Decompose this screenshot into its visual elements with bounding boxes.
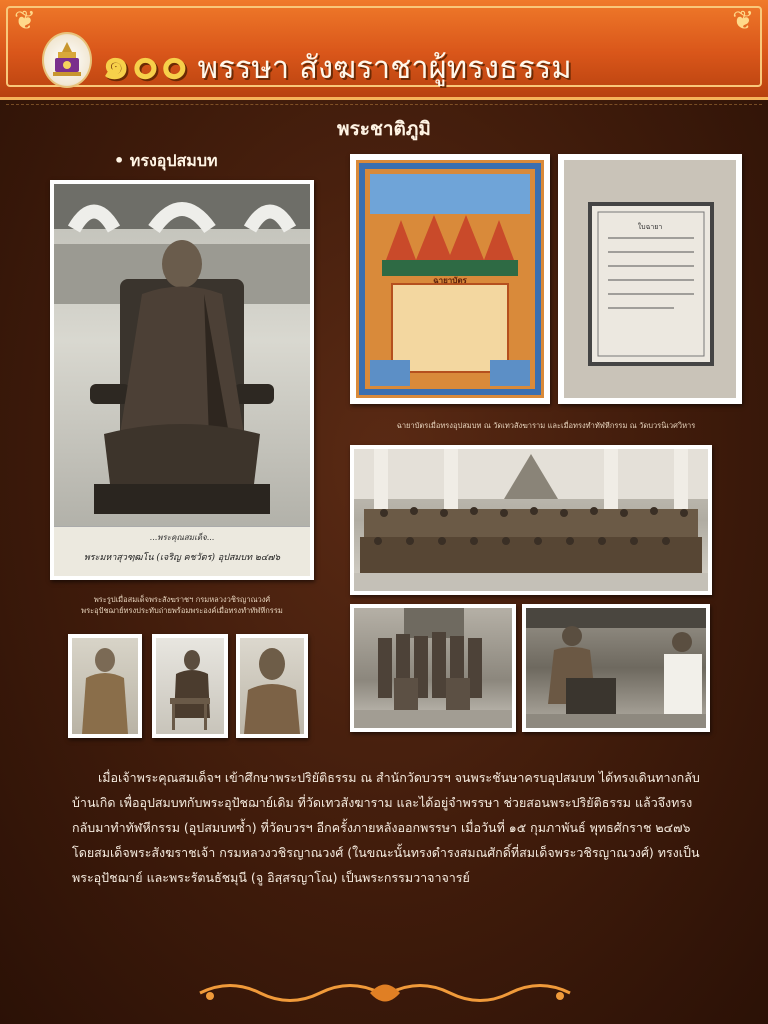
caption-line: พระรูปเมื่อสมเด็จพระสังฆราชฯ กรมหลวงวชิรญาณวงศ์ — [93, 595, 271, 604]
body-text: เมื่อเจ้าพระคุณสมเด็จฯ เข้าศึกษาพระปริยัติธรรม ณ สำนักวัดบวรฯ จนพระชันษาครบอุปสมบท ได้ทรงเดินทางกลับบ้านเกิด เพื่ออุปสมบทกับพระอุปัชฌาย์เดิม ที่วัดเทวสังฆาราม และได้อยู่จำพรรษา ช่วยสอนพระปริยัติธรรม แล้วจึงทรงกลับมาทำทัฬหีกรรม (อุปสมบทซ้ำ) ที่วัดบวรฯ อีกครั้งภายหลังออกพรรษา เมื่อวันที่ ๑๕ กุมภาพันธ์ พุทธศักราช ๒๔๗๖ โดยสมเด็จพระสังฆราชเจ้า กรมหลวงวชิรญาณวงศ์ (ในขณะนั้นทรงดำรงสมณศักดิ์ที่สมเด็จพระวชิรญาณวงศ์) ทรงเป็นพระอุปัชฌาย์ และพระรัตนธัชมุนี (จู อิสฺสรญาโณ) เป็นพระกรรมวาจาจารย์ — [72, 770, 700, 885]
royal-emblem-icon — [42, 32, 92, 88]
portrait-caption — [50, 595, 314, 617]
monks-standing-photo — [350, 604, 516, 732]
elder-monk-audience-photo — [522, 604, 710, 732]
body-paragraph — [72, 765, 712, 890]
small-portrait-photo — [152, 634, 228, 738]
bullet-heading: • ทรงอุปสมบท — [114, 151, 218, 170]
section-title: พระชาติภูมิ — [337, 118, 431, 140]
portrait-inscription-top: ...พระคุณสมเด็จ... — [149, 533, 215, 542]
certificate-left-label: ฉายาบัตร — [433, 276, 467, 285]
certificates-caption: ฉายาบัตรเมื่อทรงอุปสมบท ณ วัดเทวสังฆาราม และเมื่อทรงทำทัฬหีกรรม ณ วัดบวรนิเวศวิหาร — [396, 421, 696, 430]
group-photo — [350, 445, 712, 595]
banner-title — [102, 28, 572, 98]
header-banner — [0, 0, 768, 100]
floral-corner-icon: ❦ — [732, 6, 754, 36]
portrait-inscription-bottom: พระมหาสุวฑฺฒโน (เจริญ คชวัตร) อุปสมบท ๒๔๗๖ — [83, 553, 281, 563]
caption-line: พระอุปัชฌาย์ทรงประทับถ่ายพร้อมพระองค์เมื่อทรงทำทัฬหีกรรม — [81, 605, 283, 615]
floral-corner-icon: ❦ — [14, 6, 36, 36]
small-portrait-photo — [68, 634, 142, 738]
title-number: ๑๐๐ — [102, 38, 190, 89]
bottom-ornament-icon — [190, 978, 580, 1008]
ordination-document-photo — [558, 154, 742, 404]
main-portrait-photo — [50, 180, 314, 580]
ordination-certificate-photo — [350, 154, 550, 404]
title-text: พรรษา สังฆราชาผู้ทรงธรรม — [197, 50, 572, 86]
small-portrait-photo — [236, 634, 308, 738]
certificate-right-label: ใบฉายา — [637, 223, 663, 231]
